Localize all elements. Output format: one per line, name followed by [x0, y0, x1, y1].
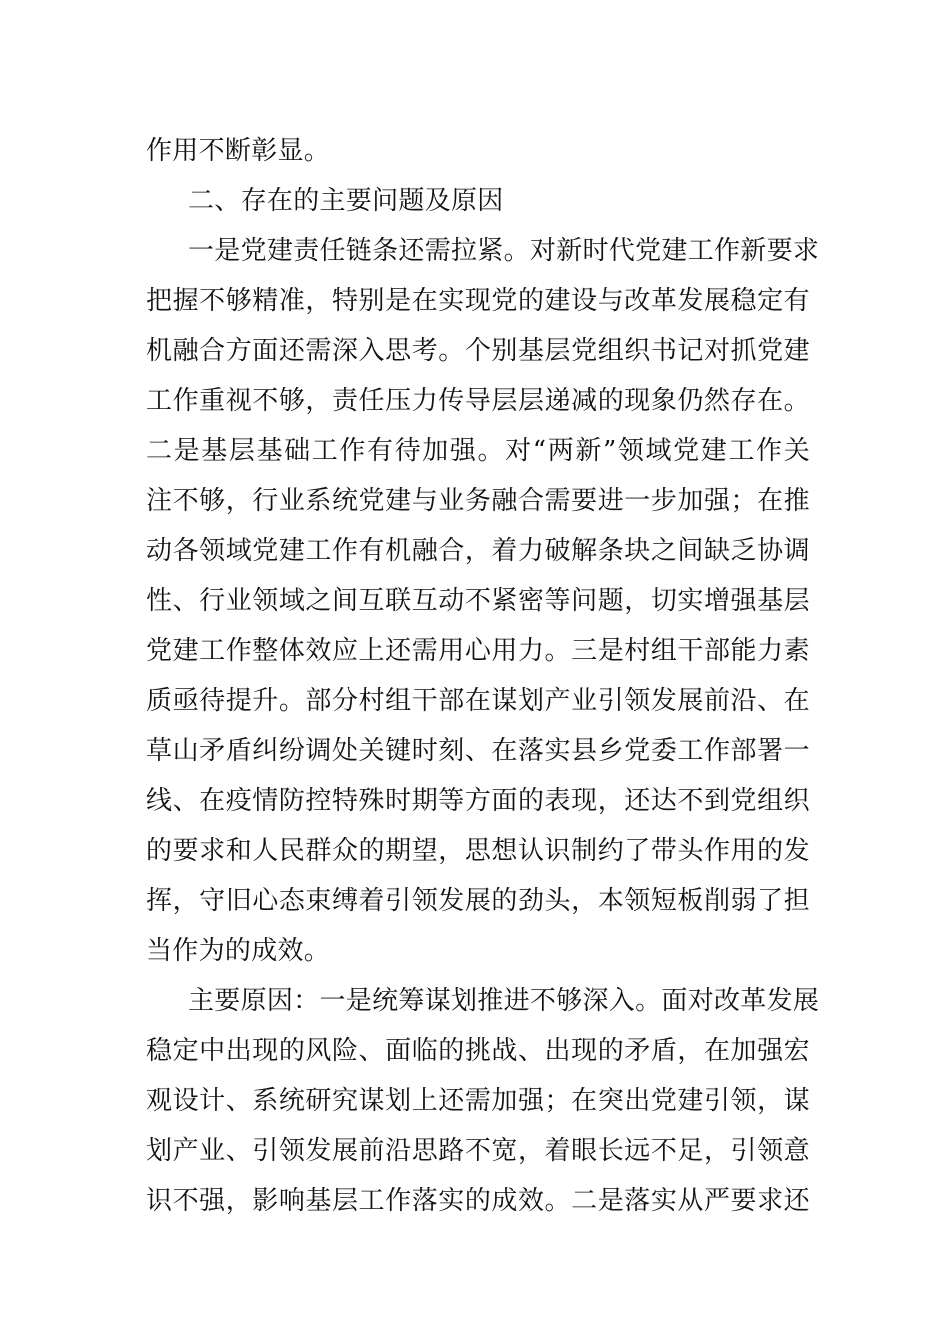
- text-line: 质亟待提升。部分村组干部在谋划产业引领发展前沿、在: [146, 686, 810, 716]
- text-line: 机融合方面还需深入思考。个别基层党组织书记对抓党建: [146, 336, 810, 366]
- text-line: 一是党建责任链条还需拉紧。对新时代党建工作新要求: [188, 236, 820, 266]
- text-line: 划产业、引领发展前沿思路不宽，着眼长远不足，引领意: [146, 1136, 810, 1166]
- text-line: 草山矛盾纠纷调处关键时刻、在落实县乡党委工作部署一: [146, 736, 810, 766]
- text-line: 性、行业领域之间互联互动不紧密等问题，切实增强基层: [146, 586, 810, 616]
- text-line: 注不够，行业系统党建与业务融合需要进一步加强；在推: [146, 486, 810, 516]
- text-line: 识不强，影响基层工作落实的成效。二是落实从严要求还: [146, 1186, 810, 1216]
- text-line: 的要求和人民群众的期望，思想认识制约了带头作用的发: [146, 836, 810, 866]
- text-line: 把握不够精准，特别是在实现党的建设与改革发展稳定有: [146, 286, 810, 316]
- text-line: 线、在疫情防控特殊时期等方面的表现，还达不到党组织: [146, 786, 810, 816]
- text-line: 作用不断彰显。: [146, 136, 331, 166]
- text-line: 稳定中出现的风险、面临的挑战、出现的矛盾，在加强宏: [146, 1036, 810, 1066]
- text-line: 主要原因：一是统筹谋划推进不够深入。面对改革发展: [188, 986, 820, 1016]
- text-line: 工作重视不够，责任压力传导层层递减的现象仍然存在。: [146, 386, 810, 416]
- text-line: 观设计、系统研究谋划上还需加强；在突出党建引领，谋: [146, 1086, 810, 1116]
- section-heading: 二、存在的主要问题及原因: [188, 186, 504, 216]
- text-line: 党建工作整体效应上还需用心用力。三是村组干部能力素: [146, 636, 810, 666]
- text-line: 二是基层基础工作有待加强。对“两新”领域党建工作关: [146, 436, 810, 466]
- text-line: 当作为的成效。: [146, 936, 331, 966]
- text-line: 挥，守旧心态束缚着引领发展的劲头，本领短板削弱了担: [146, 886, 810, 916]
- text-line: 动各领域党建工作有机融合，着力破解条块之间缺乏协调: [146, 536, 810, 566]
